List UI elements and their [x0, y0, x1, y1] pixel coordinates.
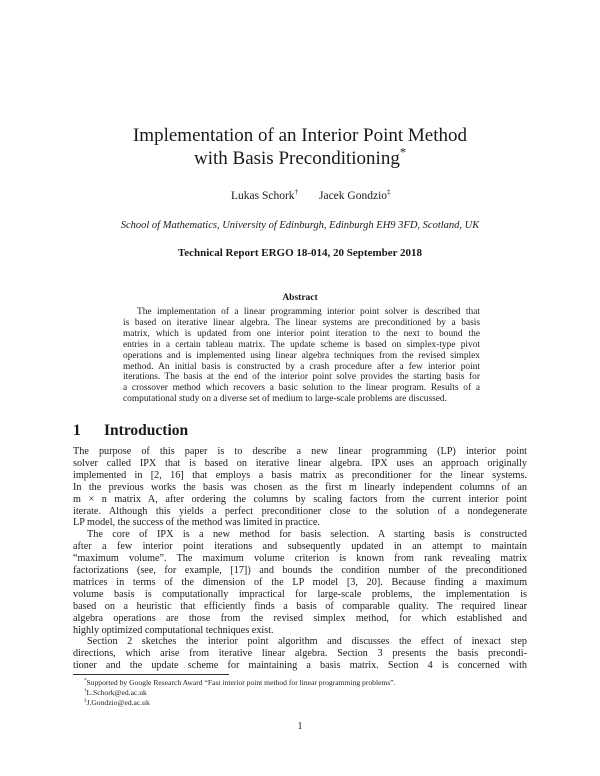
abstract-line: computational study on a diverse set of medium to large-scale problems are discussed.: [123, 394, 447, 405]
footnote-mark: ‡: [84, 698, 87, 704]
abstract-line: The implementation of a linear programming interior point solver is described that: [137, 307, 480, 317]
paragraph-line: “maximum volume”. The maximum volume criterion is known from rank revealing matrix: [73, 553, 527, 565]
footnote-text: L.Schork@ed.ac.uk: [86, 688, 147, 697]
paragraph-line: implemented in [2, 16] that employs a basis matrix as preconditioner for the linear systems.: [73, 469, 527, 481]
section-number: 1: [73, 422, 81, 439]
paragraph-line: tioner and the update scheme for maintaining a basis matrix. Section 4 is concerned with: [73, 660, 527, 672]
title-footnote-mark: *: [399, 145, 406, 160]
paragraph-line: algebra operations are those from the revised simplex method, for which established and: [73, 612, 527, 624]
title-line-1: Implementation of an Interior Point Method: [132, 125, 467, 146]
affiliation: School of Mathematics, University of Edinburgh, Edinburgh EH9 3FD, Scotland, UK: [120, 220, 480, 231]
footnote-mark: *: [84, 678, 87, 684]
paragraph-line: matrices in terms of the dimension of the LP model [3, 20]. Because finding a maximum: [73, 576, 527, 588]
report-info: Technical Report ERGO 18-014, 20 September 2018: [177, 247, 423, 259]
abstract-line: matrix, which is updated from one interior point iteration to the next to bound the: [123, 328, 480, 339]
footnote-mark: †: [84, 688, 87, 694]
paragraph-line: LP model, the success of the method was limited in practice.: [73, 517, 320, 529]
footnote-1: [84, 678, 396, 687]
section-heading: [73, 422, 188, 440]
paragraph-line: The core of IPX is a new method for basis selection. A starting basis is constructed: [87, 529, 527, 541]
footnote-2: [84, 688, 147, 697]
author-name: Jacek Gondzio: [319, 190, 388, 202]
paragraph-line: directions, which arise from iterative linear algebra. Section 3 presents the basis precondi-: [73, 648, 527, 660]
author-1: [231, 189, 298, 203]
page-number: 1: [297, 721, 303, 732]
author-2: [319, 189, 391, 203]
abstract-line: iterations. The basis at the end of the interior point solve provides the starting basis for: [123, 372, 480, 383]
paragraph-line: In the previous works the basis was chosen as the first m linearly independent columns of an: [73, 481, 527, 493]
footnote-text: J.Gondzio@ed.ac.uk: [86, 698, 150, 707]
paper-title: [0, 125, 600, 147]
author-mark: ‡: [387, 187, 391, 197]
author-mark: †: [294, 187, 299, 197]
title-line-2: with Basis Preconditioning: [194, 148, 400, 169]
paragraph-line: based on a heuristic that efficiently finds a basis of comparable quality. The required linear: [73, 600, 527, 612]
footnote-text: Supported by Google Research Award “Fast interior point method for linear programming problems”.: [86, 678, 396, 687]
footnote-3: [84, 698, 150, 707]
author-name: Lukas Schork: [231, 190, 295, 202]
abstract-line: a crossover method which recovers a basic solution to the linear program. Results of a: [123, 383, 480, 394]
paragraph-line: Section 2 sketches the interior point algorithm and discusses the effect of inexact step: [87, 636, 527, 648]
abstract-line: operations and is implemented using linear algebra techniques from the revised simplex: [123, 350, 480, 361]
section-title: Introduction: [104, 422, 189, 439]
footnote-rule: [73, 674, 229, 675]
paper-title-2: [0, 145, 600, 170]
paragraph-line: factorizations (see, for example, [17]) and bounds the condition number of the preconditioned: [73, 565, 527, 576]
abstract-heading: Abstract: [282, 293, 318, 303]
paragraph-line: iterate. Although this yields a perfect preconditioner close to the solution of a nondegenerate: [73, 505, 527, 517]
abstract-line: is based on iterative linear algebra. The linear systems are preconditioned by a basis: [123, 317, 480, 328]
paragraph-line: volume basis is computationally impractical for large-scale problems, the implementation is: [73, 588, 527, 600]
paragraph-line: The purpose of this paper is to describe a new linear programming (LP) interior point: [73, 446, 527, 457]
paragraph-line: after a few interior point iterations and subsequently updated in an attempt to maintain: [73, 541, 527, 553]
abstract-line: entries in a certain tableau matrix. The update scheme is based on simplex-type pivot: [123, 339, 480, 350]
paragraph-line: solver called IPX that is based on iterative linear algebra. IPX uses an approach originally: [73, 457, 527, 469]
paragraph-line: highly optimized computational techniques exist.: [73, 624, 274, 636]
abstract-line: method. An initial basis is constructed by a crash procedure after a few interior point: [123, 361, 480, 372]
paragraph-line: m × n matrix A, after ordering the columns by scaling factors from the current interior point: [73, 493, 527, 505]
